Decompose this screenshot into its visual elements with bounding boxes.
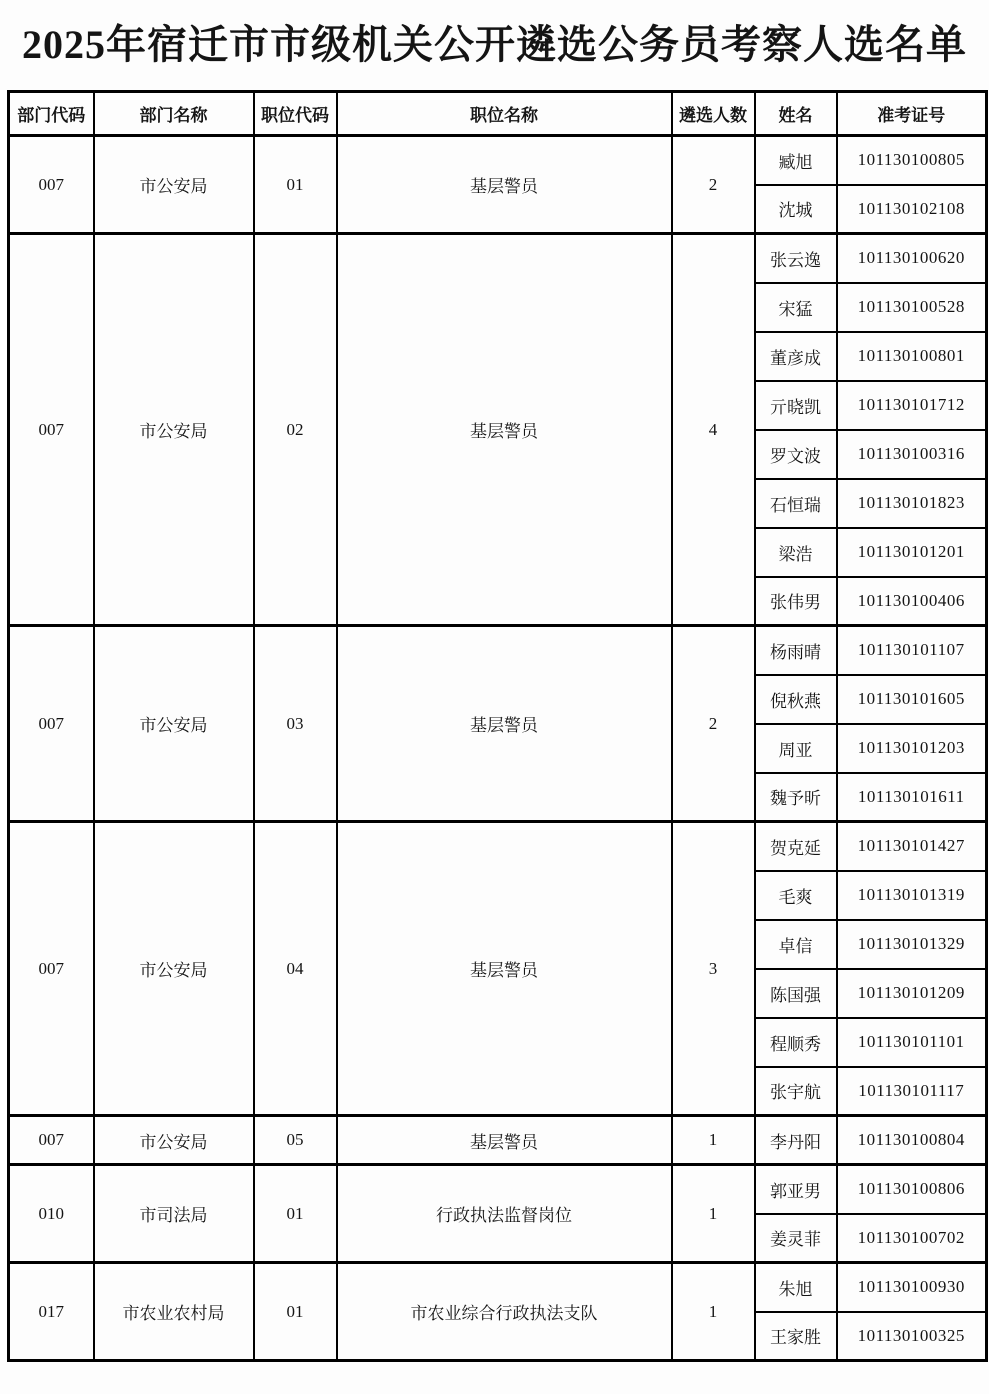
header-cell-1: 部门名称 (94, 92, 254, 136)
dept-name-cell: 市公安局 (94, 626, 254, 822)
candidate-row (9, 1165, 987, 1214)
ticket-cell: 101130100316 (837, 430, 987, 479)
ticket-cell: 101130101329 (837, 920, 987, 969)
name-cell: 朱旭 (755, 1263, 837, 1312)
name-cell: 张伟男 (755, 577, 837, 626)
dept-code-cell: 007 (9, 626, 94, 822)
ticket-cell: 101130100406 (837, 577, 987, 626)
pos-name-cell: 行政执法监督岗位 (337, 1165, 672, 1263)
name-cell: 梁浩 (755, 528, 837, 577)
name-cell: 亓晓凯 (755, 381, 837, 430)
header-cell-3: 职位名称 (337, 92, 672, 136)
pos-name-cell: 基层警员 (337, 234, 672, 626)
dept-name-cell: 市公安局 (94, 136, 254, 234)
name-cell: 贺克延 (755, 822, 837, 871)
select-count-cell: 3 (672, 822, 755, 1116)
pos-name-cell: 基层警员 (337, 1116, 672, 1165)
name-cell: 石恒瑞 (755, 479, 837, 528)
name-cell: 郭亚男 (755, 1165, 837, 1214)
table-header-row (9, 92, 987, 136)
name-cell: 宋猛 (755, 283, 837, 332)
header-cell-6: 准考证号 (837, 92, 987, 136)
name-cell: 陈国强 (755, 969, 837, 1018)
header-cell-5: 姓名 (755, 92, 837, 136)
ticket-cell: 101130101101 (837, 1018, 987, 1067)
ticket-cell: 101130100930 (837, 1263, 987, 1312)
ticket-cell: 101130100804 (837, 1116, 987, 1165)
dept-name-cell: 市公安局 (94, 1116, 254, 1165)
ticket-cell: 101130100805 (837, 136, 987, 185)
select-count-cell: 4 (672, 234, 755, 626)
select-count-cell: 2 (672, 626, 755, 822)
select-count-cell: 2 (672, 136, 755, 234)
dept-name-cell: 市公安局 (94, 822, 254, 1116)
name-cell: 魏予昕 (755, 773, 837, 822)
pos-code-cell: 01 (254, 1263, 337, 1361)
name-cell: 罗文波 (755, 430, 837, 479)
dept-code-cell: 007 (9, 136, 94, 234)
name-cell: 张宇航 (755, 1067, 837, 1116)
candidate-row (9, 1116, 987, 1165)
ticket-cell: 101130101611 (837, 773, 987, 822)
dept-code-cell: 010 (9, 1165, 94, 1263)
ticket-cell: 101130101203 (837, 724, 987, 773)
header-cell-2: 职位代码 (254, 92, 337, 136)
select-count-cell: 1 (672, 1263, 755, 1361)
pos-name-cell: 市农业综合行政执法支队 (337, 1263, 672, 1361)
candidate-row (9, 234, 987, 283)
pos-name-cell: 基层警员 (337, 822, 672, 1116)
ticket-cell: 101130101201 (837, 528, 987, 577)
name-cell: 杨雨晴 (755, 626, 837, 675)
ticket-cell: 101130100801 (837, 332, 987, 381)
ticket-cell: 101130102108 (837, 185, 987, 234)
name-cell: 卓信 (755, 920, 837, 969)
header-cell-4: 遴选人数 (672, 92, 755, 136)
name-cell: 倪秋燕 (755, 675, 837, 724)
ticket-cell: 101130101427 (837, 822, 987, 871)
dept-name-cell: 市农业农村局 (94, 1263, 254, 1361)
name-cell: 毛爽 (755, 871, 837, 920)
select-count-cell: 1 (672, 1116, 755, 1165)
ticket-cell: 101130101209 (837, 969, 987, 1018)
select-count-cell: 1 (672, 1165, 755, 1263)
dept-code-cell: 007 (9, 234, 94, 626)
name-cell: 沈城 (755, 185, 837, 234)
ticket-cell: 101130101712 (837, 381, 987, 430)
name-cell: 王家胜 (755, 1312, 837, 1361)
candidate-roster-table (7, 90, 988, 1362)
pos-code-cell: 03 (254, 626, 337, 822)
pos-code-cell: 05 (254, 1116, 337, 1165)
ticket-cell: 101130101117 (837, 1067, 987, 1116)
pos-name-cell: 基层警员 (337, 136, 672, 234)
pos-name-cell: 基层警员 (337, 626, 672, 822)
ticket-cell: 101130100620 (837, 234, 987, 283)
dept-name-cell: 市公安局 (94, 234, 254, 626)
ticket-cell: 101130101107 (837, 626, 987, 675)
name-cell: 周亚 (755, 724, 837, 773)
page-title: 2025年宿迁市市级机关公开遴选公务员考察人选名单 (22, 22, 967, 67)
candidate-row (9, 626, 987, 675)
dept-name-cell: 市司法局 (94, 1165, 254, 1263)
pos-code-cell: 02 (254, 234, 337, 626)
pos-code-cell: 04 (254, 822, 337, 1116)
ticket-cell: 101130100806 (837, 1165, 987, 1214)
ticket-cell: 101130101823 (837, 479, 987, 528)
dept-code-cell: 007 (9, 1116, 94, 1165)
dept-code-cell: 017 (9, 1263, 94, 1361)
ticket-cell: 101130100702 (837, 1214, 987, 1263)
ticket-cell: 101130100528 (837, 283, 987, 332)
name-cell: 董彦成 (755, 332, 837, 381)
name-cell: 姜灵菲 (755, 1214, 837, 1263)
dept-code-cell: 007 (9, 822, 94, 1116)
ticket-cell: 101130100325 (837, 1312, 987, 1361)
candidate-row (9, 822, 987, 871)
ticket-cell: 101130101605 (837, 675, 987, 724)
ticket-cell: 101130101319 (837, 871, 987, 920)
pos-code-cell: 01 (254, 1165, 337, 1263)
name-cell: 臧旭 (755, 136, 837, 185)
candidate-row (9, 1263, 987, 1312)
name-cell: 李丹阳 (755, 1116, 837, 1165)
name-cell: 张云逸 (755, 234, 837, 283)
header-cell-0: 部门代码 (9, 92, 94, 136)
candidate-row (9, 136, 987, 185)
name-cell: 程顺秀 (755, 1018, 837, 1067)
pos-code-cell: 01 (254, 136, 337, 234)
